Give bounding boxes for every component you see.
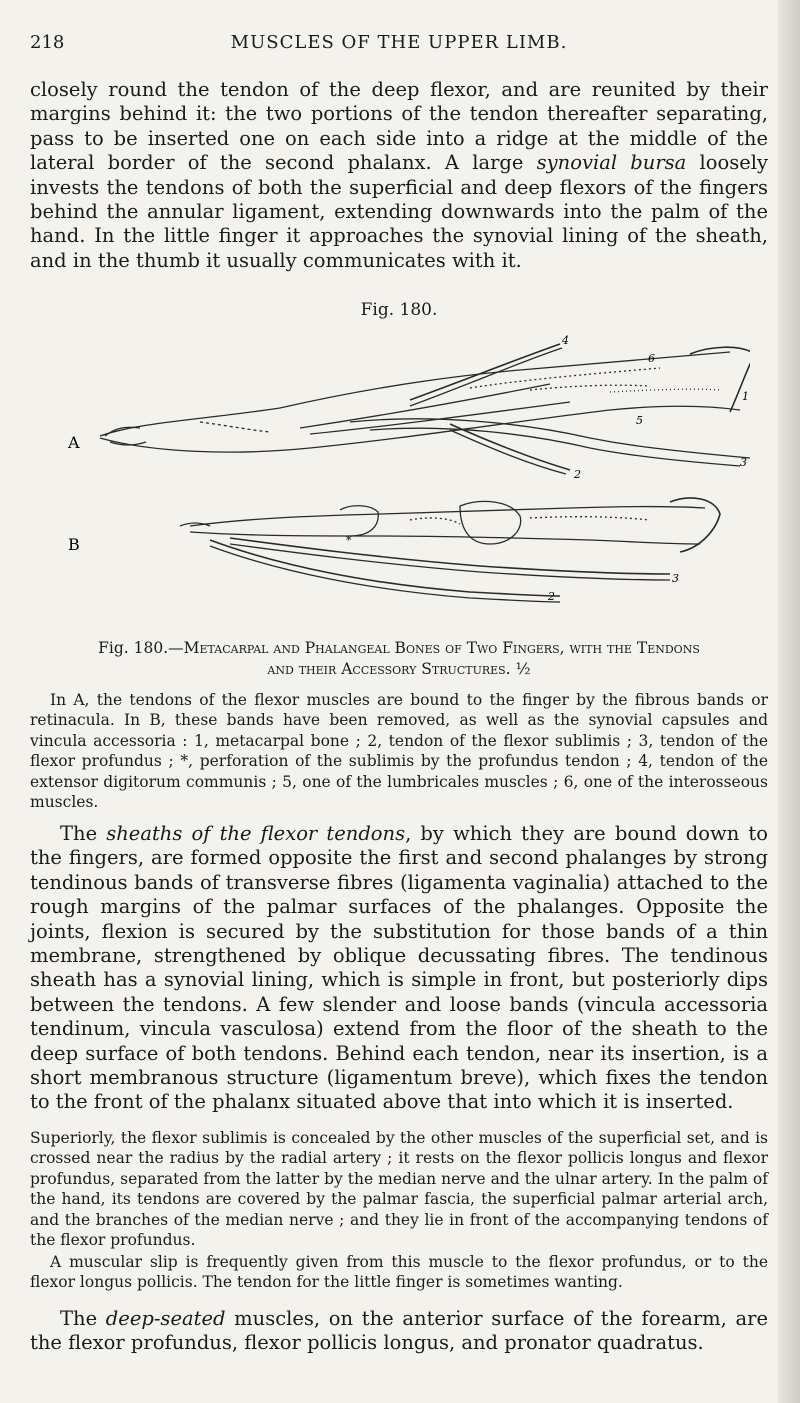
text-run: loosely invests the tendons of both the superficial and deep flexors of the fingers behind the annular ligament, extending downwards into the palm of the hand. In the little finger it approaches the synovial lining of the sheath, and in the thumb it usually communicates with it. — [30, 151, 768, 272]
figure-number: 1 — [742, 390, 749, 403]
emphasis-synovial-bursa: synovial bursa — [536, 151, 687, 175]
figure-number: * — [346, 534, 352, 547]
figure-marker-a: A — [68, 433, 80, 452]
figure-label: Fig. 180. — [360, 300, 438, 320]
text-run: The — [60, 822, 107, 845]
paragraph-sheaths — [30, 822, 768, 1115]
caption-line-2: and their Accessory Structures. — [267, 660, 511, 678]
caption-scale: ½ — [515, 660, 531, 678]
figure-number: 4 — [562, 334, 569, 347]
text-run: The — [60, 1307, 106, 1330]
emphasis-deep-seated: deep-seated — [105, 1307, 226, 1330]
page-number: 218 — [30, 32, 65, 53]
paragraph-deep-seated — [30, 1307, 768, 1356]
figure-number: 3 — [740, 456, 747, 469]
figure-number: 2 — [574, 468, 581, 481]
text-run: , by which they are bound down to the fingers, are formed opposite the first and second phalanges by strong tendinous bands of transverse fibres (ligamenta vaginalia) attached to the rough margins of the palmar surfaces of the phalanges. Opposite the joints, flexion is secured by the substitution for those bands of a thin membrane, strengthened by oblique decussating fibres. The tendinous sheath has a synovial lining, which is simple in front, but posteriorly dips between the tendons. A few slender and loose bands (vincula accessoria tendinum, vincula vasculosa) extend from the floor of the sheath to the deep surface of both tendons. Behind each tendon, near its insertion, is a short membranous structure (ligamentum breve), which fixes the tendon to the front of the phalanx situated above that into which it is inserted. — [30, 822, 768, 1114]
text-run: closely round the tendon of the deep flexor, and are reunited by their margins behind it: the two portions of the tendon thereafter separating, pass to be inserted one on each side into a ridge at the middle of the lateral border of the second phalanx. A large — [30, 78, 768, 175]
text-run: muscles, on the anterior surface of the forearm, are the flexor profundus, flexor pollicis longus, and pronator quadratus. — [30, 1307, 769, 1355]
paragraph-muscular-slip: A muscular slip is frequently given from this muscle to the flexor profundus, or to the flexor longus pollicis. The tendon for the little finger is sometimes wanting. — [30, 1253, 768, 1292]
emphasis-sheaths: sheaths of the flexor tendons — [106, 822, 406, 845]
page-header — [30, 32, 768, 58]
paragraph-bursa — [30, 78, 768, 273]
figure-marker-b: B — [68, 535, 80, 554]
figure-caption — [30, 638, 768, 680]
figure-legend: In A, the tendons of the flexor muscles are bound to the finger by the fibrous bands or retinacula. In B, these bands have been removed, as well as the synovial capsules and vincula accessoria : 1, metacarpal bone ; 2, tendon of the flexor sublimis ; 3, tendon of the flexor profundus ; *, perforation of the sublimis by the profundus tendon ; 4, tendon of the extensor digitorum communis ; 5, one of the lumbricales muscles ; 6, one of the interosseous muscles. — [30, 691, 768, 812]
caption-line-1: Metacarpal and Phalangeal Bones of Two Fingers, with the Tendons — [183, 639, 700, 657]
figure-finger-tendons — [50, 330, 750, 620]
figure-number: 2 — [548, 590, 555, 603]
running-title: MUSCLES OF THE UPPER LIMB. — [230, 32, 568, 53]
paragraph-superiorly: Superiorly, the flexor sublimis is concealed by the other muscles of the superficial set, and is crossed near the radius by the radial artery ; it rests on the flexor pollicis longus and flexor profundus, separated from the latter by the median nerve and the ulnar artery. In the palm of the hand, its tendons are covered by the palmar fascia, the superficial palmar arterial arch, and the branches of the median nerve ; and they lie in front of the accompanying tendons of the flexor profundus. — [30, 1129, 768, 1250]
caption-prefix: Fig. 180.— — [98, 639, 184, 657]
figure-number: 3 — [672, 572, 679, 585]
figure-number: 5 — [636, 414, 643, 427]
page-edge-shadow — [778, 0, 800, 1403]
figure-number: 6 — [648, 352, 655, 365]
